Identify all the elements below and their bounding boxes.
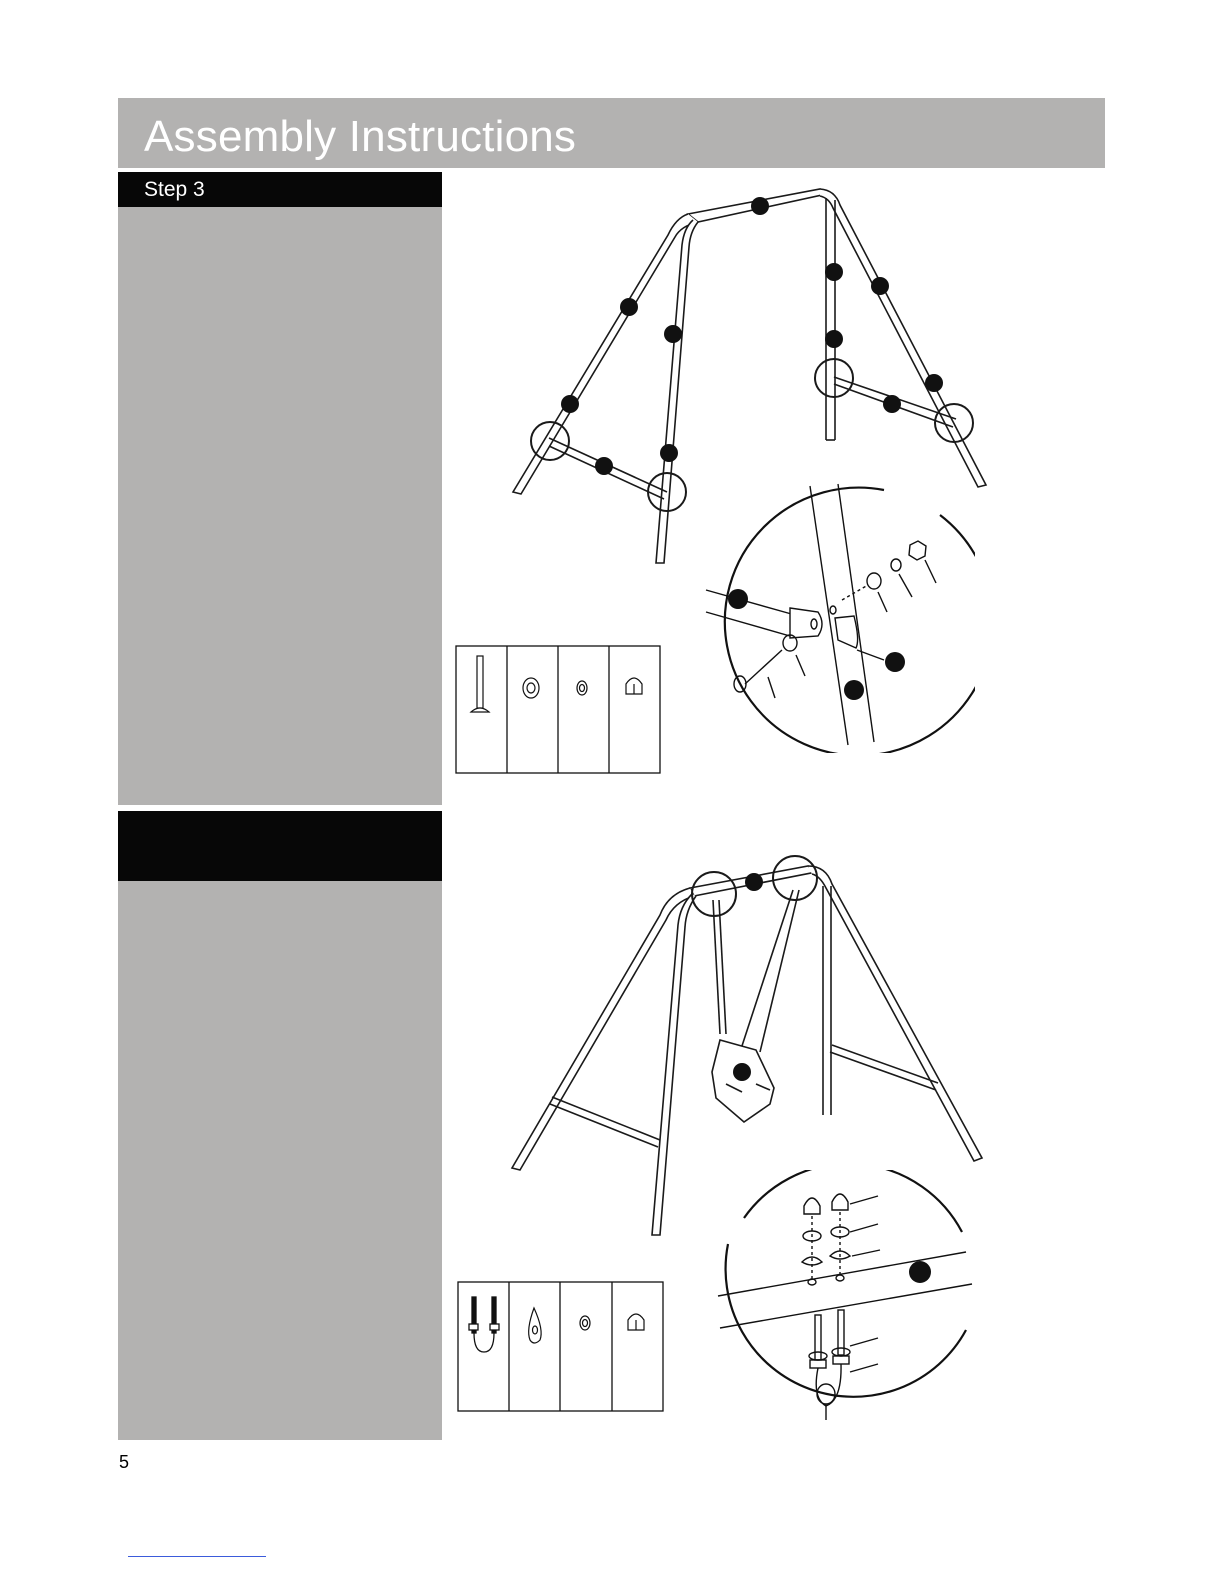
step-3-label: Step 3	[144, 178, 205, 201]
callout-dot	[751, 197, 769, 215]
header-banner	[118, 98, 1105, 168]
spring-washer-icon	[580, 1316, 590, 1330]
page-title: Assembly Instructions	[144, 112, 577, 161]
step-3-hardware-table	[455, 645, 661, 775]
step-4-header	[118, 811, 442, 881]
page-number: 5	[119, 1452, 130, 1472]
cap-nut-icon	[626, 678, 642, 694]
step-3-joint-detail	[695, 478, 975, 753]
step-3-instructions-panel	[118, 207, 442, 805]
triangle-plate-icon	[529, 1308, 541, 1343]
u-bolt-icon	[469, 1297, 499, 1352]
step-4-instructions-panel	[118, 881, 442, 1440]
bolt-icon	[471, 656, 489, 712]
step-3-header	[118, 172, 442, 207]
cap-nut-icon	[628, 1314, 644, 1330]
footer-link-underline[interactable]	[128, 1556, 266, 1557]
spring-washer-icon	[577, 681, 587, 695]
washer-icon	[523, 678, 539, 698]
step-4-hanger-detail	[712, 1170, 974, 1422]
step-4-hardware-table	[457, 1281, 665, 1413]
